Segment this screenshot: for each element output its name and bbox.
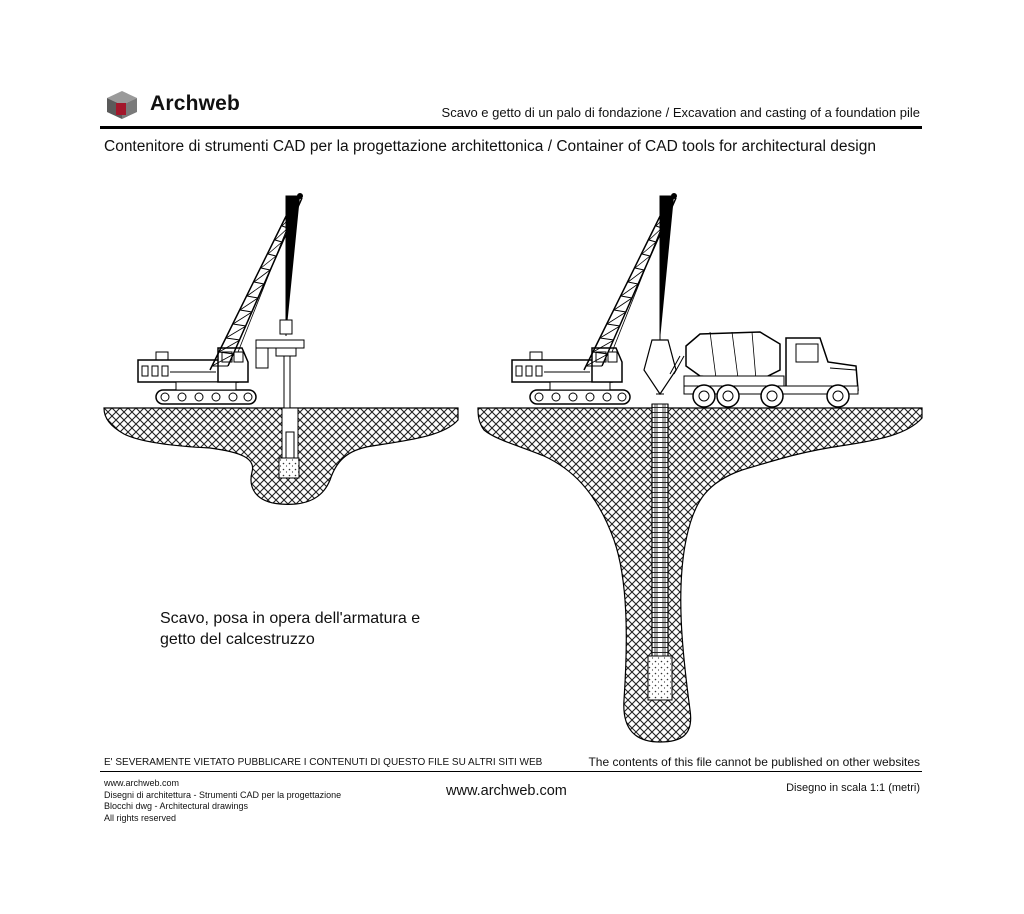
copyright-warning-en: The contents of this file cannot be published on other websites [588,755,920,769]
footer-info [104,778,341,824]
footer-line-2: Disegni di architettura - Strumenti CAD per la progettazione [104,789,342,800]
footer-website-link[interactable]: www.archweb.com [446,783,567,799]
copyright-warning-it: E' SEVERAMENTE VIETATO PUBBLICARE I CONTENUTI DI QUESTO FILE SU ALTRI SITI WEB [104,757,543,768]
concrete-mixer-truck-icon [670,332,858,407]
caption-line-2: getto del calcestruzzo [160,631,315,648]
footer-line-1[interactable]: www.archweb.com [104,778,180,788]
footer-rule [100,771,922,772]
footer-line-3: Blocchi dwg - Architectural drawings [104,801,249,811]
caption-line-1: Scavo, posa in opera dell'armatura e [160,610,421,627]
drawing-title: Scavo e getto di un palo di fondazione / Excavation and casting of a foundation pile [441,105,920,120]
footer-line-4: All rights reserved [104,812,177,823]
brand-name: Archweb [150,92,241,115]
scale-note: Disegno in scala 1:1 (metri) [786,782,920,794]
drawing-caption [160,608,480,650]
page-subtitle: Contenitore di strumenti CAD per la progettazione architettonica / Container of CAD tools for architectural design [104,138,876,155]
